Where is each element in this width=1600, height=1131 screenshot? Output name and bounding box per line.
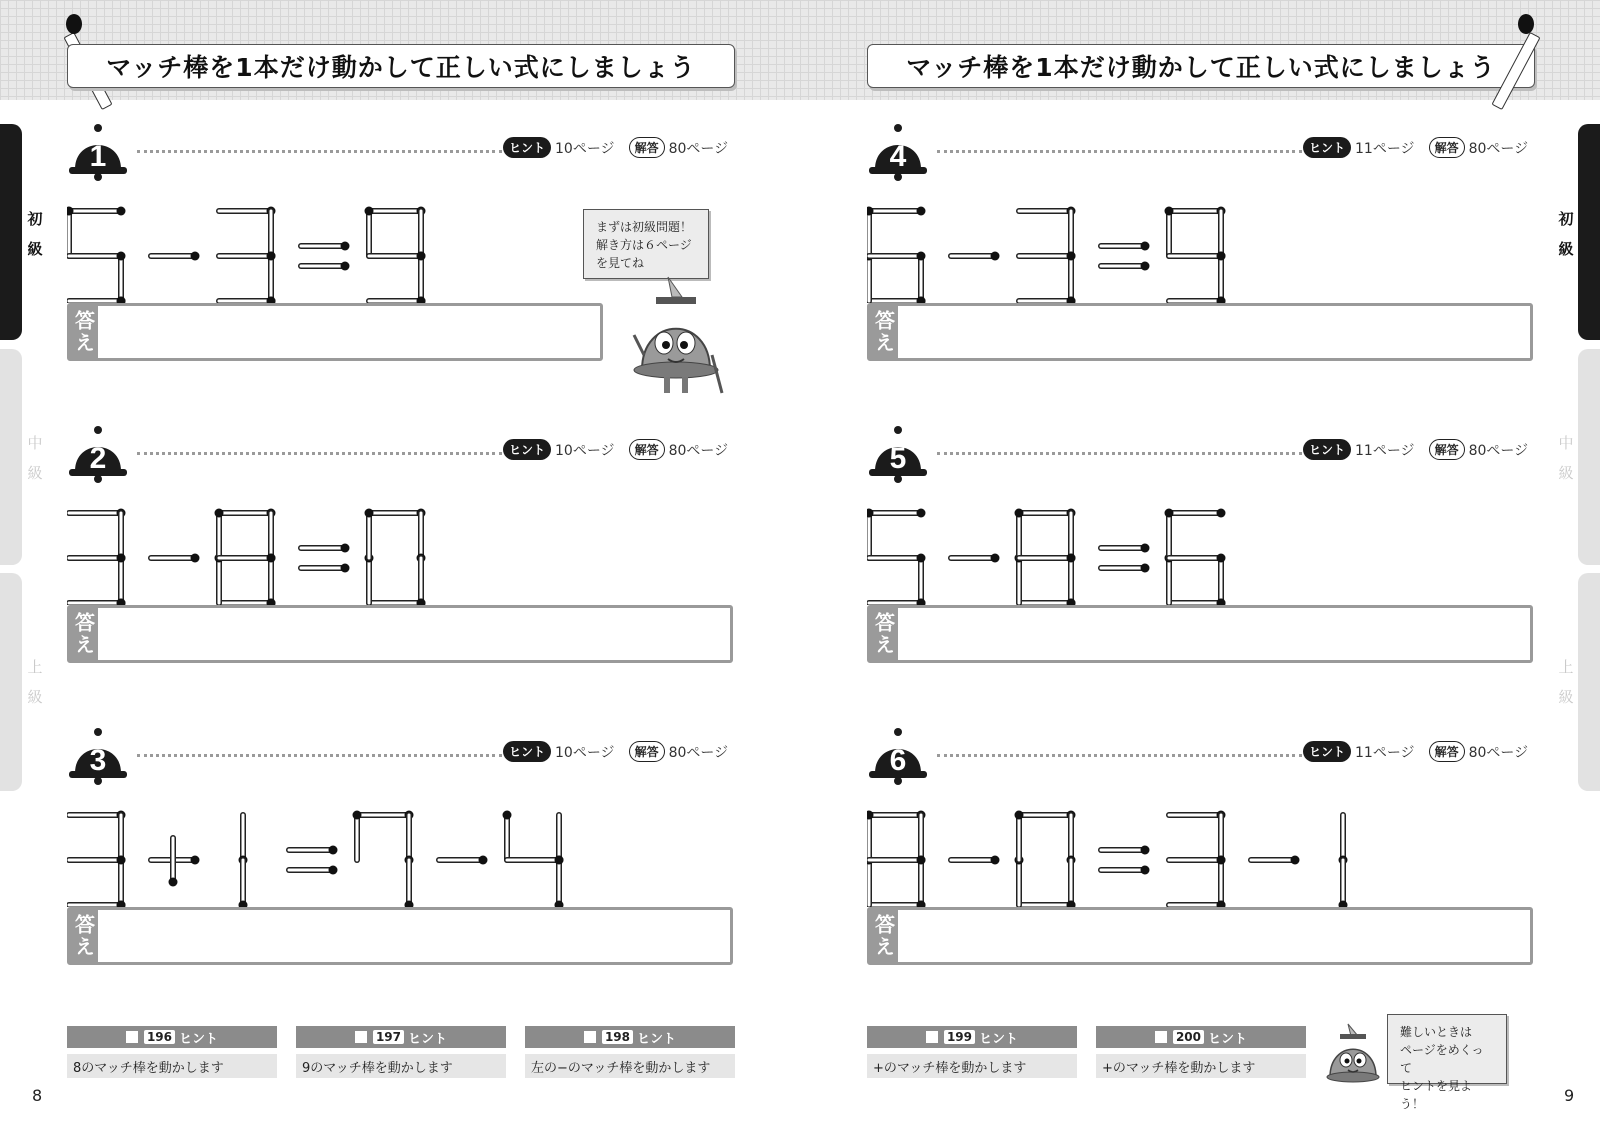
- matchstick[interactable]: [369, 207, 426, 216]
- tab-beginner[interactable]: [0, 124, 22, 340]
- matchstick-minus[interactable]: [951, 856, 1000, 865]
- matchstick-minus[interactable]: [1251, 856, 1300, 865]
- answer-label: 答え: [70, 910, 98, 962]
- answer-page: 80ページ: [1468, 442, 1529, 459]
- match-head-icon: [66, 14, 82, 34]
- tab-intermediate[interactable]: [0, 349, 22, 565]
- hint-card-199[interactable]: [867, 1026, 1077, 1078]
- matchstick-equals[interactable]: [1101, 262, 1150, 271]
- answer-page: 80ページ: [1468, 140, 1529, 157]
- matchstick-minus[interactable]: [151, 252, 200, 261]
- tab-advanced-label: 上 級: [27, 658, 43, 706]
- tab-intermediate[interactable]: [1578, 349, 1600, 565]
- matchstick-equation: [867, 193, 1527, 303]
- hint-card-text: 左の−のマッチ棒を動かします: [525, 1054, 735, 1078]
- matchstick-equals[interactable]: [301, 544, 350, 553]
- hint-badge: ヒント: [1303, 137, 1351, 158]
- matchstick[interactable]: [219, 554, 276, 563]
- matchstick-equals[interactable]: [301, 262, 350, 271]
- answer-badge: 解答: [1429, 741, 1465, 762]
- matchstick-minus[interactable]: [951, 554, 1000, 563]
- matchstick[interactable]: [1067, 558, 1076, 605]
- answer-badge: 解答: [629, 137, 665, 158]
- matchstick[interactable]: [869, 811, 926, 820]
- matchstick-minus[interactable]: [951, 252, 1000, 261]
- matchstick[interactable]: [117, 558, 126, 605]
- hint-card-header: 197 ヒント: [296, 1026, 506, 1048]
- page-banner: マッチ棒を1本だけ動かして正しい式にしましょう: [67, 44, 735, 88]
- tab-intermediate-label: 中 級: [1558, 434, 1574, 482]
- matchstick[interactable]: [69, 554, 126, 563]
- matchstick[interactable]: [1169, 811, 1226, 820]
- matchstick[interactable]: [1169, 856, 1226, 865]
- problem-3: [67, 727, 727, 1022]
- matchstick[interactable]: [365, 509, 374, 559]
- matchstick[interactable]: [1019, 509, 1076, 518]
- matchstick[interactable]: [1019, 207, 1076, 216]
- matchstick[interactable]: [353, 811, 362, 861]
- speech-bubble-hint: まずは初級問題！ 解き方は６ページ を見てね: [583, 209, 709, 279]
- matchstick-equals[interactable]: [1101, 846, 1150, 855]
- hint-card-text: 9のマッチ棒を動かします: [296, 1054, 506, 1078]
- matchstick[interactable]: [417, 558, 426, 605]
- matchstick[interactable]: [917, 558, 926, 605]
- hint-reference: [1303, 439, 1528, 460]
- matchstick-equals[interactable]: [289, 866, 338, 875]
- matchstick[interactable]: [117, 860, 126, 907]
- bell-number-icon: [67, 425, 129, 483]
- bell-mascot-icon: [620, 275, 730, 400]
- matchstick[interactable]: [369, 252, 426, 261]
- matchstick[interactable]: [503, 811, 512, 861]
- matchstick-equation: [867, 797, 1527, 907]
- hint-reference: [503, 137, 728, 158]
- matchstick[interactable]: [1067, 860, 1076, 907]
- hint-page: 11ページ: [1355, 140, 1415, 157]
- answer-page: 80ページ: [668, 140, 729, 157]
- answer-page: 80ページ: [668, 442, 729, 459]
- bell-number-icon: [867, 123, 929, 181]
- matchstick[interactable]: [365, 207, 374, 257]
- dotted-leader: [137, 150, 502, 153]
- matchstick-equals[interactable]: [1101, 242, 1150, 251]
- bell-number-icon: [867, 727, 929, 785]
- matchstick[interactable]: [69, 207, 126, 216]
- hint-card-text: +のマッチ棒を動かします: [867, 1054, 1077, 1078]
- hint-page: 11ページ: [1355, 744, 1415, 761]
- hint-card-header: 200 ヒント: [1096, 1026, 1306, 1048]
- dotted-leader: [137, 452, 502, 455]
- tab-advanced[interactable]: [0, 573, 22, 791]
- matchstick[interactable]: [1165, 207, 1174, 257]
- matchstick[interactable]: [219, 509, 276, 518]
- answer-input[interactable]: [67, 303, 603, 361]
- right-page: [800, 0, 1600, 1131]
- answer-label: 答え: [870, 910, 898, 962]
- matchstick[interactable]: [69, 509, 126, 518]
- matchstick[interactable]: [1169, 554, 1226, 563]
- tab-advanced[interactable]: [1578, 573, 1600, 791]
- matchstick[interactable]: [1067, 256, 1076, 303]
- checkbox-icon: [355, 1031, 367, 1043]
- matchstick[interactable]: [369, 509, 426, 518]
- hint-card-196[interactable]: [67, 1026, 277, 1078]
- matchstick[interactable]: [869, 252, 926, 261]
- answer-input[interactable]: [867, 907, 1533, 965]
- hint-reference: [503, 439, 728, 460]
- hint-card-197[interactable]: [296, 1026, 506, 1078]
- bell-number-icon: [867, 425, 929, 483]
- dotted-leader: [937, 754, 1302, 757]
- answer-input[interactable]: [867, 303, 1533, 361]
- hint-reference: [1303, 137, 1528, 158]
- problem-number: 2: [89, 442, 107, 475]
- checkbox-icon: [584, 1031, 596, 1043]
- problem-number: 5: [889, 442, 907, 475]
- matchstick-equals[interactable]: [1101, 564, 1150, 573]
- answer-label: 答え: [70, 306, 98, 358]
- hint-badge: ヒント: [503, 439, 551, 460]
- hint-card-200[interactable]: [1096, 1026, 1306, 1078]
- bell-mascot-icon: [1318, 1022, 1386, 1090]
- hint-card-header: 199 ヒント: [867, 1026, 1077, 1048]
- page-number-left: 8: [32, 1086, 43, 1105]
- hint-reference: [1303, 741, 1528, 762]
- answer-badge: 解答: [629, 439, 665, 460]
- hint-page: 10ページ: [555, 140, 615, 157]
- checkbox-icon: [1155, 1031, 1167, 1043]
- checkbox-icon: [926, 1031, 938, 1043]
- answer-input[interactable]: [867, 605, 1533, 663]
- matchstick-equals[interactable]: [1101, 544, 1150, 553]
- matchstick[interactable]: [555, 860, 564, 907]
- matchstick[interactable]: [1019, 554, 1076, 563]
- matchstick[interactable]: [1169, 207, 1226, 216]
- matchstick[interactable]: [1015, 509, 1024, 559]
- matchstick[interactable]: [267, 256, 276, 303]
- matchstick[interactable]: [1217, 558, 1226, 605]
- tab-advanced-label: 上 級: [1558, 658, 1574, 706]
- answer-page: 80ページ: [668, 744, 729, 761]
- hint-badge: ヒント: [503, 741, 551, 762]
- problem-6: [867, 727, 1527, 1022]
- answer-label: 答え: [70, 608, 98, 660]
- matchstick-equals[interactable]: [289, 846, 338, 855]
- hint-badge: ヒント: [1303, 439, 1351, 460]
- tab-beginner-label: 初 級: [27, 210, 43, 258]
- matchstick[interactable]: [917, 256, 926, 303]
- matchstick[interactable]: [215, 509, 224, 559]
- matchstick[interactable]: [917, 860, 926, 907]
- matchstick[interactable]: [267, 558, 276, 605]
- answer-label: 答え: [870, 608, 898, 660]
- matchstick[interactable]: [1169, 509, 1226, 518]
- matchstick[interactable]: [1217, 860, 1226, 907]
- matchstick[interactable]: [869, 554, 926, 563]
- tab-beginner-label: 初 級: [1558, 210, 1574, 258]
- match-head-icon: [1518, 14, 1534, 34]
- matchstick[interactable]: [239, 860, 248, 907]
- matchstick[interactable]: [405, 860, 414, 907]
- answer-input[interactable]: [67, 907, 733, 965]
- hint-card-198[interactable]: [525, 1026, 735, 1078]
- hint-badge: ヒント: [1303, 741, 1351, 762]
- hint-card-text: +のマッチ棒を動かします: [1096, 1054, 1306, 1078]
- checkbox-icon: [126, 1031, 138, 1043]
- matchstick[interactable]: [1019, 811, 1076, 820]
- answer-input[interactable]: [67, 605, 733, 663]
- page-banner: マッチ棒を1本だけ動かして正しい式にしましょう: [867, 44, 1535, 88]
- matchstick[interactable]: [1217, 256, 1226, 303]
- hint-page: 10ページ: [555, 442, 615, 459]
- answer-badge: 解答: [629, 741, 665, 762]
- matchstick-equals[interactable]: [1101, 866, 1150, 875]
- answer-badge: 解答: [1429, 439, 1465, 460]
- matchstick-minus[interactable]: [439, 856, 488, 865]
- matchstick[interactable]: [869, 856, 926, 865]
- problem-number: 6: [889, 744, 907, 777]
- matchstick-equation: [867, 495, 1527, 605]
- matchstick[interactable]: [1169, 252, 1226, 261]
- bell-number-icon: [67, 727, 129, 785]
- dotted-leader: [937, 150, 1302, 153]
- problem-2: [67, 425, 727, 720]
- matchstick[interactable]: [1339, 860, 1348, 907]
- matchstick[interactable]: [1015, 811, 1024, 861]
- problem-number: 1: [89, 140, 107, 173]
- matchstick-minus[interactable]: [151, 554, 200, 563]
- matchstick[interactable]: [869, 207, 926, 216]
- problem-number: 4: [889, 140, 907, 173]
- hint-card-text: 8のマッチ棒を動かします: [67, 1054, 277, 1078]
- matchstick-equals[interactable]: [301, 564, 350, 573]
- matchstick[interactable]: [417, 256, 426, 303]
- problem-number: 3: [89, 744, 107, 777]
- problem-5: [867, 425, 1527, 720]
- hint-reference: [503, 741, 728, 762]
- hint-page: 11ページ: [1355, 442, 1415, 459]
- answer-label: 答え: [870, 306, 898, 358]
- matchstick[interactable]: [69, 811, 126, 820]
- speech-bubble-hint: 難しいときは ページをめくって ヒントを見よう！: [1387, 1014, 1507, 1084]
- tab-intermediate-label: 中 級: [27, 434, 43, 482]
- dotted-leader: [137, 754, 502, 757]
- tab-beginner[interactable]: [1578, 124, 1600, 340]
- matchstick[interactable]: [219, 207, 276, 216]
- matchstick[interactable]: [69, 252, 126, 261]
- matchstick[interactable]: [1019, 252, 1076, 261]
- matchstick-equation: [67, 495, 727, 605]
- problem-4: [867, 123, 1527, 418]
- matchstick[interactable]: [219, 252, 276, 261]
- matchstick[interactable]: [507, 856, 564, 865]
- matchstick-equals[interactable]: [301, 242, 350, 251]
- matchstick[interactable]: [117, 256, 126, 303]
- matchstick-equation: [67, 797, 727, 907]
- hint-badge: ヒント: [503, 137, 551, 158]
- page-number-right: 9: [1564, 1086, 1575, 1105]
- hint-card-header: 196 ヒント: [67, 1026, 277, 1048]
- matchstick[interactable]: [357, 811, 414, 820]
- dotted-leader: [937, 452, 1302, 455]
- matchstick[interactable]: [69, 856, 126, 865]
- answer-page: 80ページ: [1468, 744, 1529, 761]
- answer-badge: 解答: [1429, 137, 1465, 158]
- matchstick[interactable]: [1165, 509, 1174, 559]
- matchstick[interactable]: [869, 509, 926, 518]
- hint-page: 10ページ: [555, 744, 615, 761]
- hint-card-header: 198 ヒント: [525, 1026, 735, 1048]
- bell-number-icon: [67, 123, 129, 181]
